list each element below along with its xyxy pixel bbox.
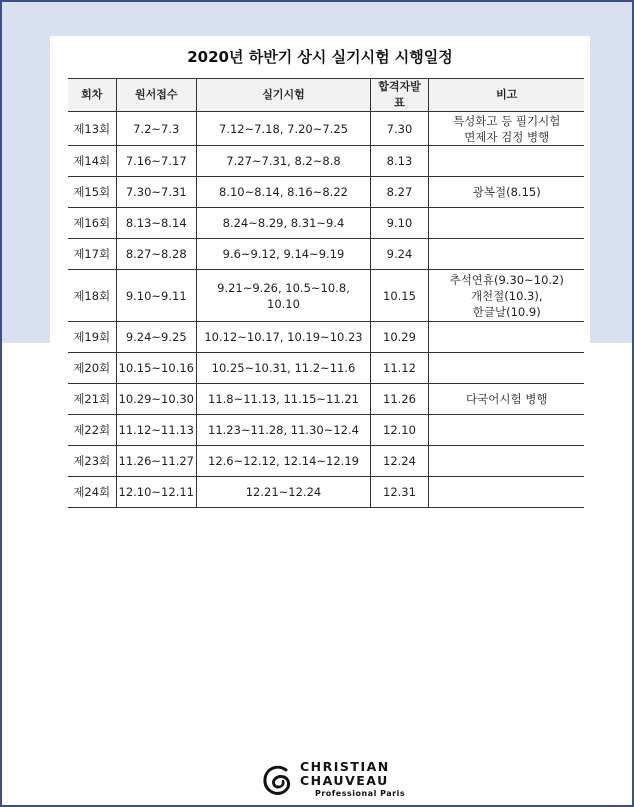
cell-note bbox=[428, 415, 584, 446]
cell-application: 7.2~7.3 bbox=[116, 112, 196, 146]
note-line: 광복절(8.15) bbox=[472, 185, 541, 199]
table-row bbox=[68, 208, 584, 239]
cell-result: 11.26 bbox=[370, 384, 428, 415]
cell-application: 10.15~10.16 bbox=[116, 353, 196, 384]
cell-exam: 8.10~8.14, 8.16~8.22 bbox=[196, 177, 370, 208]
cell-application: 12.10~12.11 bbox=[116, 477, 196, 508]
table-row bbox=[68, 353, 584, 384]
cell-note bbox=[428, 177, 584, 208]
header-exam: 실기시험 bbox=[196, 79, 370, 112]
cell-application: 8.27~8.28 bbox=[116, 239, 196, 270]
header-note: 비고 bbox=[428, 79, 584, 112]
table-row bbox=[68, 477, 584, 508]
cell-round: 제22회 bbox=[68, 415, 116, 446]
cell-result: 8.27 bbox=[370, 177, 428, 208]
logo-name-line1: CHRISTIAN bbox=[300, 759, 390, 774]
cell-result: 9.24 bbox=[370, 239, 428, 270]
cell-note bbox=[428, 322, 584, 353]
cell-note bbox=[428, 112, 584, 146]
cell-application: 7.30~7.31 bbox=[116, 177, 196, 208]
table-header-row bbox=[68, 79, 584, 112]
table-row bbox=[68, 322, 584, 353]
cell-application: 10.29~10.30 bbox=[116, 384, 196, 415]
cell-note bbox=[428, 446, 584, 477]
note-line: 한글날(10.9) bbox=[472, 304, 541, 319]
cell-result: 8.13 bbox=[370, 146, 428, 177]
cell-round: 제17회 bbox=[68, 239, 116, 270]
cell-exam: 8.24~8.29, 8.31~9.4 bbox=[196, 208, 370, 239]
schedule-sheet bbox=[50, 36, 590, 552]
header-round: 회차 bbox=[68, 79, 116, 112]
table-row bbox=[68, 446, 584, 477]
cell-application: 8.13~8.14 bbox=[116, 208, 196, 239]
cell-result: 12.10 bbox=[370, 415, 428, 446]
table-row bbox=[68, 270, 584, 322]
header-application: 원서접수 bbox=[116, 79, 196, 112]
cell-result: 12.24 bbox=[370, 446, 428, 477]
cell-application: 11.12~11.13 bbox=[116, 415, 196, 446]
cell-round: 제13회 bbox=[68, 112, 116, 146]
note-line: 특성화고 등 필기시험 bbox=[453, 113, 561, 128]
cell-application: 9.24~9.25 bbox=[116, 322, 196, 353]
cell-round: 제24회 bbox=[68, 477, 116, 508]
note-line: 개천절(10.3), bbox=[470, 288, 543, 303]
cell-result: 10.29 bbox=[370, 322, 428, 353]
cell-result: 12.31 bbox=[370, 477, 428, 508]
logo-name-line2: CHAUVEAU bbox=[300, 773, 389, 788]
logo-tagline: Professional Paris bbox=[315, 789, 406, 798]
note-line: 면제자 검정 병행 bbox=[464, 129, 550, 144]
cell-exam: 12.6~12.12, 12.14~12.19 bbox=[196, 446, 370, 477]
table-row bbox=[68, 146, 584, 177]
header-result: 합격자발표 bbox=[370, 79, 428, 112]
logo-wordmark bbox=[300, 760, 390, 788]
cell-note bbox=[428, 384, 584, 415]
table-row bbox=[68, 239, 584, 270]
cell-exam: 7.27~7.31, 8.2~8.8 bbox=[196, 146, 370, 177]
cell-result: 10.15 bbox=[370, 270, 428, 322]
cell-exam: 12.21~12.24 bbox=[196, 477, 370, 508]
cell-exam: 9.6~9.12, 9.14~9.19 bbox=[196, 239, 370, 270]
document-title: 2020년 하반기 상시 실기시험 시행일정 bbox=[187, 48, 453, 66]
table-row bbox=[68, 384, 584, 415]
cell-round: 제20회 bbox=[68, 353, 116, 384]
cell-result: 9.10 bbox=[370, 208, 428, 239]
cell-round: 제14회 bbox=[68, 146, 116, 177]
cell-round: 제16회 bbox=[68, 208, 116, 239]
table-row bbox=[68, 415, 584, 446]
cell-result: 11.12 bbox=[370, 353, 428, 384]
cell-exam: 10.25~10.31, 11.2~11.6 bbox=[196, 353, 370, 384]
note-line: 추석연휴(9.30~10.2) bbox=[449, 272, 564, 287]
christian-chauveau-logo bbox=[260, 758, 420, 804]
table-row bbox=[68, 112, 584, 146]
cell-exam: 7.12~7.18, 7.20~7.25 bbox=[196, 112, 370, 146]
cell-exam: 11.23~11.28, 11.30~12.4 bbox=[196, 415, 370, 446]
cell-round: 제15회 bbox=[68, 177, 116, 208]
table-row bbox=[68, 177, 584, 208]
cell-round: 제18회 bbox=[68, 270, 116, 322]
cell-note bbox=[428, 353, 584, 384]
cell-exam: 11.8~11.13, 11.15~11.21 bbox=[196, 384, 370, 415]
logo-swirl-icon bbox=[260, 762, 296, 798]
cell-round: 제19회 bbox=[68, 322, 116, 353]
cell-note bbox=[428, 239, 584, 270]
cell-note bbox=[428, 477, 584, 508]
note-line: 다국어시험 병행 bbox=[466, 392, 548, 406]
cell-exam: 9.21~9.26, 10.5~10.8, 10.10 bbox=[196, 270, 370, 322]
cell-note bbox=[428, 270, 584, 322]
cell-note bbox=[428, 208, 584, 239]
cell-exam: 10.12~10.17, 10.19~10.23 bbox=[196, 322, 370, 353]
cell-round: 제23회 bbox=[68, 446, 116, 477]
cell-application: 7.16~7.17 bbox=[116, 146, 196, 177]
schedule-table bbox=[68, 78, 584, 508]
cell-application: 11.26~11.27 bbox=[116, 446, 196, 477]
cell-round: 제21회 bbox=[68, 384, 116, 415]
cell-application: 9.10~9.11 bbox=[116, 270, 196, 322]
cell-note bbox=[428, 146, 584, 177]
cell-result: 7.30 bbox=[370, 112, 428, 146]
